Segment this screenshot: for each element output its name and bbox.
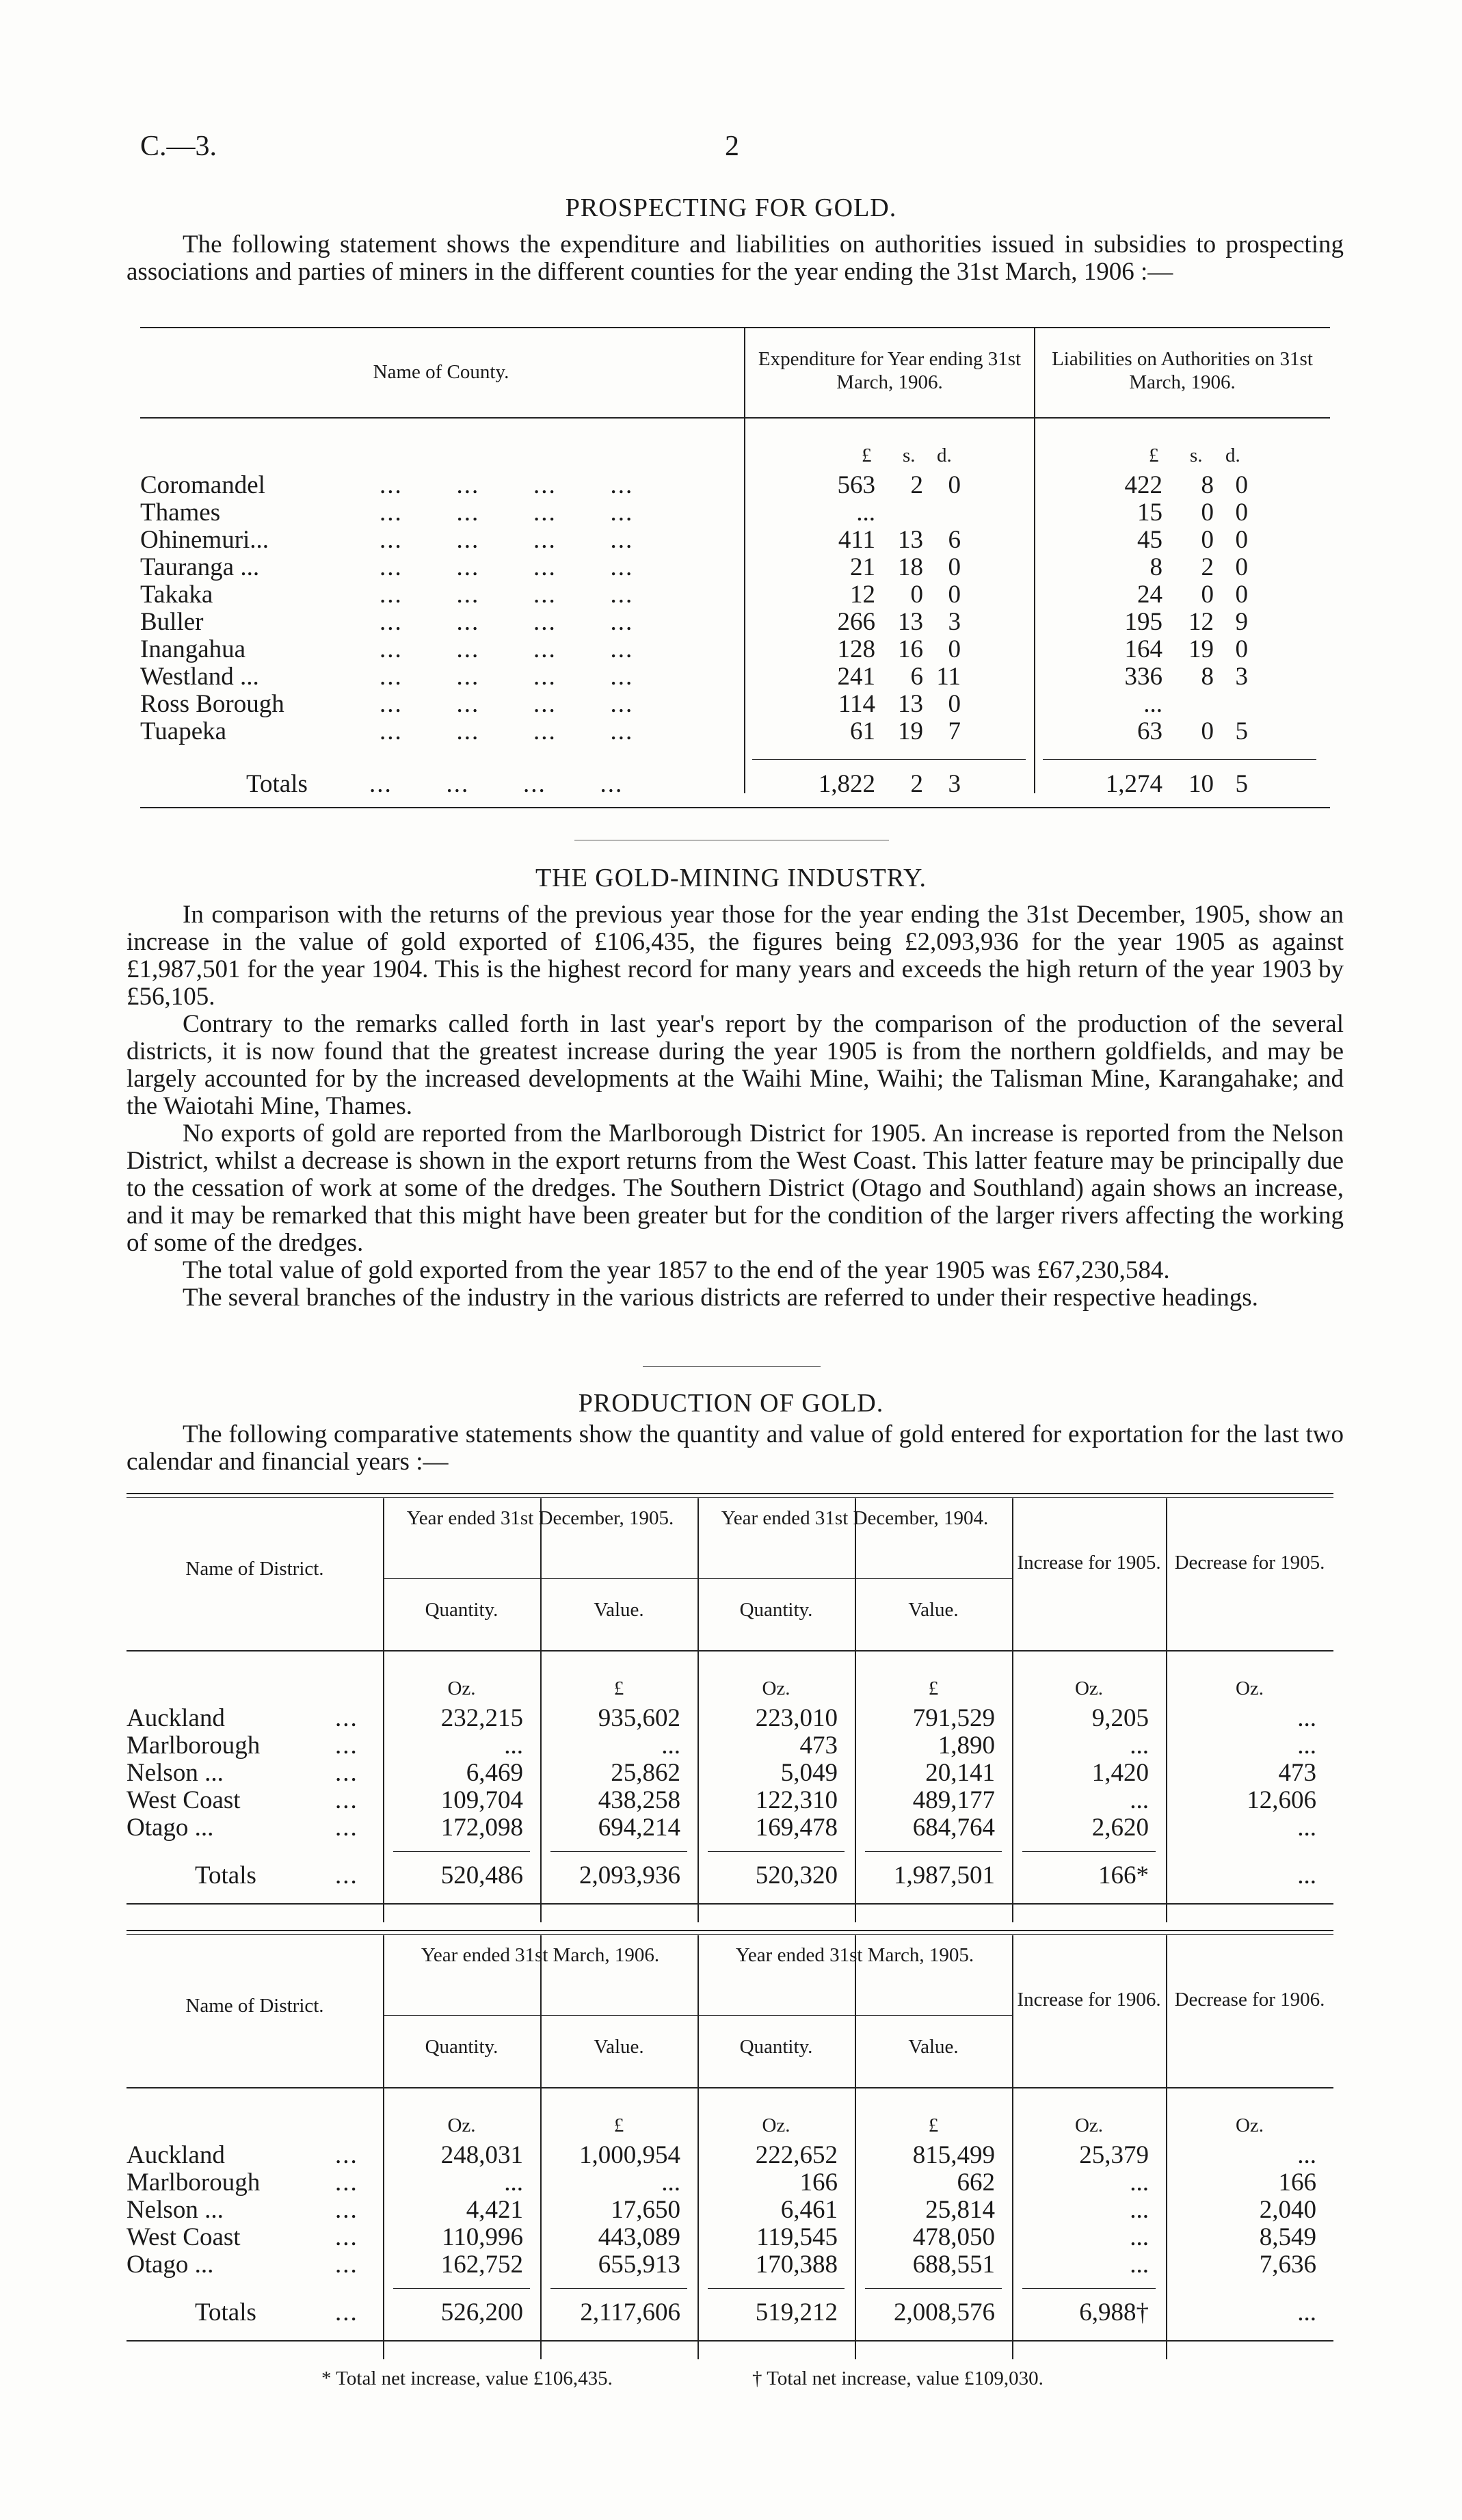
period-b-header: Year ended 31st March, 1905. [735,1944,974,1966]
liab-shillings: 2 [1201,553,1214,581]
page-number: 2 [725,131,739,162]
prospecting-intro [127,231,1344,286]
totals-dec: ... [1297,1861,1316,1889]
table-rule [865,1851,1002,1852]
cell-qb: 223,010 [755,1704,838,1732]
leader-dots: ... ... ... ... [380,635,634,663]
unit-label: £ [928,1677,939,1699]
liab-shillings: 0 [1201,526,1214,554]
leader-dots: ... ... ... ... [369,770,624,798]
liab-pence: 0 [1235,635,1248,663]
exp-shillings: 19 [898,717,923,745]
leader-dots: ... [335,1814,358,1842]
decrease-header: Decrease for 1905. [1174,1552,1325,1574]
district-name: West Coast [127,1786,241,1814]
unit-label: £ [613,2114,624,2136]
quantity-header: Quantity. [425,2036,499,2058]
cell-qb: 170,388 [755,2251,838,2279]
exp-pence: 3 [948,608,961,636]
leader-dots: ... [335,2223,358,2251]
totals-qa: 520,486 [440,1861,523,1889]
liab-pence: 3 [1235,663,1248,691]
exp-shillings: 13 [898,608,923,636]
liab-pence: 0 [1235,526,1248,554]
totals-qb: 520,320 [755,1861,838,1889]
cell-inc: ... [1130,1786,1149,1814]
document-reference: C.—3. [140,131,217,162]
cell-qb: 473 [799,1732,838,1760]
footnote-financial: † Total net increase, value £109,030. [752,2368,1044,2389]
exp-shilling-unit: s. [903,445,916,466]
exp-pounds: 61 [850,717,875,745]
increase-header: Increase for 1906. [1017,1989,1161,2011]
exp-pounds: 563 [837,471,875,499]
cell-inc: ... [1130,2196,1149,2224]
exp-pound-unit: £ [862,445,872,466]
table-rule [708,2288,845,2289]
exp-pounds: 241 [837,663,875,691]
district-name: Nelson ... [127,1759,224,1787]
cell-va: 17,650 [611,2196,680,2224]
leader-dots: ... [335,1704,358,1732]
liab-pence: 0 [1235,581,1248,609]
liab-pounds: 63 [1137,717,1162,745]
cell-vb: 20,141 [925,1759,995,1787]
cell-inc: 9,205 [1091,1704,1149,1732]
totals-va: 2,093,936 [579,1861,680,1889]
cell-qa: 162,752 [440,2251,523,2279]
leader-dots: ... ... ... ... [380,526,634,554]
industry-paragraph: No exports of gold are reported from the Marlborough District for 1905. An increase is reported from the Nelson District, whilst a decrease is shown in the export returns from the West Coast. This latter feature may be principally due to the cessation of work at some of the dredges. The Southern District (Otago and Southland) again shows an increase, and it may be remarked that this might have been greater but for the condition of the larger rivers affecting the working of some of the dredges. [127,1119,1344,1257]
liab-pence: 0 [1235,499,1248,527]
leader-dots: ... ... ... ... [380,717,634,745]
unit-label: £ [613,1677,624,1699]
county-name: Coromandel [140,471,265,499]
totals-vb: 1,987,501 [894,1861,995,1889]
value-header: Value. [908,2036,959,2058]
liab-pound-unit: £ [1149,445,1159,466]
district-name: Auckland [127,1704,225,1732]
county-column-header: Name of County. [373,361,509,383]
cell-qb: 6,461 [780,2196,838,2224]
cell-inc: ... [1130,2168,1149,2197]
table-rule [393,1851,530,1852]
prospecting-totals-label: Totals [246,770,308,798]
leader-dots: ... ... ... ... [380,471,634,499]
county-name: Tuapeka [140,717,227,745]
period-a-header: Year ended 31st December, 1905. [406,1507,674,1529]
unit-label: Oz. [1235,2114,1264,2136]
cell-qa: 232,215 [440,1704,523,1732]
quantity-header: Quantity. [739,1599,813,1621]
prospecting-intro-text: The following statement shows the expenditure and liabilities on authorities issued in subsidies to prospecting associations and parties of miners in the different counties for the year ending the 31st March, 1906 :— [127,230,1344,286]
cell-vb: 489,177 [912,1786,995,1814]
table-rule [127,2340,1333,2342]
table-rule [127,1903,1333,1905]
liab-shillings: 0 [1201,499,1214,527]
cell-qa: 110,996 [442,2223,523,2251]
district-name: Nelson ... [127,2196,224,2224]
liab-shillings: 8 [1201,663,1214,691]
exp-pounds: 12 [850,581,875,609]
leader-dots: ... ... ... ... [380,499,634,527]
leader-dots: ... [335,1786,358,1814]
cell-vb: 791,529 [912,1704,995,1732]
table-rule [393,2288,530,2289]
liab-pounds: 164 [1124,635,1162,663]
liab-shillings: 0 [1201,581,1214,609]
cell-qb: 222,652 [755,2141,838,2169]
cell-vb: 815,499 [912,2141,995,2169]
leader-dots: ... [335,2251,358,2279]
leader-dots: ... ... ... ... [380,663,634,691]
exp-pence: 0 [948,690,961,718]
exp-pence: 0 [948,553,961,581]
unit-label: Oz. [762,2114,790,2136]
exp-shillings: 13 [898,690,923,718]
totals-vb: 2,008,576 [894,2298,995,2326]
decrease-header: Decrease for 1906. [1174,1989,1325,2011]
unit-label: Oz. [447,1677,476,1699]
cell-va: 443,089 [598,2223,680,2251]
cell-dec: ... [1297,1732,1316,1760]
leader-dots: ... [335,1861,358,1889]
district-name: Marlborough [127,1732,261,1760]
district-column-header: Name of District. [185,1995,324,2017]
cell-dec: ... [1297,1704,1316,1732]
liab-pounds: 336 [1124,663,1162,691]
cell-dec: 473 [1278,1759,1316,1787]
liab-pence: 9 [1235,608,1248,636]
county-name: Westland ... [140,663,259,691]
exp-pounds: 114 [838,690,875,718]
liab-shilling-unit: s. [1190,445,1203,466]
industry-title: THE GOLD-MINING INDUSTRY. [535,864,927,892]
cell-qb: 5,049 [780,1759,838,1787]
liab-pounds: 15 [1137,499,1162,527]
exp-pence: 7 [948,717,961,745]
liab-pounds: 8 [1149,553,1162,581]
table-rule [127,1650,1333,1652]
totals-qb: 519,212 [755,2298,838,2326]
cell-inc: 1,420 [1091,1759,1149,1787]
cell-dec: ... [1297,1814,1316,1842]
totals-liab-pounds: 1,274 [1105,770,1162,798]
prospecting-title: PROSPECTING FOR GOLD. [565,194,897,222]
county-name: Tauranga ... [140,553,260,581]
liabilities-column-header: Liabilities on Authorities on 31st March, 1906. [1052,348,1313,393]
cell-qa: 4,421 [466,2196,523,2224]
totals-exp-pounds: 1,822 [818,770,875,798]
table-rule [127,1497,1333,1498]
cell-dec: 12,606 [1247,1786,1316,1814]
cell-vb: 688,551 [912,2251,995,2279]
liab-pounds: 422 [1124,471,1162,499]
leader-dots: ... ... ... ... [380,581,634,609]
quantity-header: Quantity. [739,2036,813,2058]
exp-shillings: 18 [898,553,923,581]
liab-shillings: 8 [1201,471,1214,499]
cell-qa: 6,469 [466,1759,523,1787]
exp-shillings: 6 [910,663,923,691]
leader-dots: ... [335,2196,358,2224]
district-column-header: Name of District. [185,1558,324,1580]
exp-shillings: 16 [898,635,923,663]
table-rule [383,2015,1012,2016]
liab-pence: 0 [1235,553,1248,581]
cell-inc: ... [1130,2223,1149,2251]
leader-dots: ... [335,2298,358,2326]
totals-liab-pence: 5 [1235,770,1248,798]
totals-label: Totals [195,1861,256,1889]
cell-inc: 25,379 [1079,2141,1149,2169]
cell-qa: ... [504,2168,523,2197]
cell-vb: 25,814 [925,2196,995,2224]
totals-va: 2,117,606 [580,2298,680,2326]
totals-qa: 526,200 [440,2298,523,2326]
cell-dec: 2,040 [1259,2196,1316,2224]
table-rule [127,1930,1333,1931]
cell-va: 438,258 [598,1786,680,1814]
liab-pence-unit: d. [1225,445,1240,466]
table-rule [865,2288,1002,2289]
liab-pounds: ... [1143,690,1162,718]
exp-pence: 0 [948,581,961,609]
table-rule [127,1493,1333,1494]
unit-label: Oz. [1074,1677,1104,1699]
county-name: Buller [140,608,204,636]
unit-label: Oz. [1235,1677,1264,1699]
industry-paragraph: The total value of gold exported from the year 1857 to the end of the year 1905 was £67,230,584. [183,1256,1170,1284]
totals-exp-shillings: 2 [910,770,923,798]
exp-pence: 0 [948,635,961,663]
cell-vb: 684,764 [912,1814,995,1842]
exp-shillings: 13 [898,526,923,554]
table-rule [383,1578,1012,1579]
exp-pence: 6 [948,526,961,554]
period-b-header: Year ended 31st December, 1904. [721,1507,989,1529]
leader-dots: ... [335,1759,358,1787]
cell-inc: ... [1130,1732,1149,1760]
table-rule [708,1851,845,1852]
county-name: Thames [140,499,221,527]
cell-va: 655,913 [598,2251,680,2279]
cell-vb: 478,050 [912,2223,995,2251]
cell-qb: 122,310 [755,1786,838,1814]
cell-dec: 166 [1278,2168,1316,2197]
exp-pounds: 411 [838,526,875,554]
cell-dec: 8,549 [1259,2223,1316,2251]
exp-pence-unit: d. [937,445,952,466]
cell-va: ... [661,1732,680,1760]
liab-pounds: 195 [1124,608,1162,636]
production-title: PRODUCTION OF GOLD. [578,1389,884,1418]
cell-qb: 119,545 [756,2223,838,2251]
value-header: Value. [908,1599,959,1621]
totals-dec: ... [1297,2298,1316,2326]
cell-va: 1,000,954 [579,2141,680,2169]
cell-va: 694,214 [598,1814,680,1842]
unit-label: Oz. [1074,2114,1104,2136]
exp-pounds: 21 [850,553,875,581]
exp-pounds: ... [856,499,875,527]
totals-liab-shillings: 10 [1188,770,1214,798]
cell-va: 935,602 [598,1704,680,1732]
cell-va: 25,862 [611,1759,680,1787]
table-rule [550,2288,687,2289]
county-name: Ross Borough [140,690,284,718]
value-header: Value. [594,1599,644,1621]
totals-inc: 166* [1098,1861,1149,1889]
exp-pounds: 128 [837,635,875,663]
cell-vb: 1,890 [938,1732,995,1760]
county-name: Takaka [140,581,213,609]
leader-dots: ... [335,1732,358,1760]
section-divider [643,1366,821,1367]
table-rule [127,2087,1333,2088]
liab-pence: 0 [1235,471,1248,499]
period-a-header: Year ended 31st March, 1906. [421,1944,660,1966]
liab-shillings: 0 [1201,717,1214,745]
exp-shillings: 2 [910,471,923,499]
table-rule [1022,1851,1156,1852]
exp-shillings: 0 [910,581,923,609]
unit-label: Oz. [447,2114,476,2136]
leader-dots: ... ... ... ... [380,553,634,581]
leader-dots: ... [335,2141,358,2169]
cell-qa: 248,031 [440,2141,523,2169]
production-intro-text: The following comparative statements show the quantity and value of gold entered for exportation for the last two calendar and financial years :— [127,1420,1344,1476]
totals-exp-pence: 3 [948,770,961,798]
liab-pence: 5 [1235,717,1248,745]
industry-paragraph: Contrary to the remarks called forth in last year's report by the comparison of the production of the several districts, it is now found that the greatest increase during the year 1905 is from the northern goldfields, and may be largely accounted for by the increased developments at the Waihi Mine, Waihi; the Talisman Mine, Karangahake; and the Waiotahi Mine, Thames. [127,1010,1344,1120]
leader-dots: ... ... ... ... [380,608,634,636]
liab-shillings: 12 [1188,608,1214,636]
leader-dots: ... ... ... ... [380,690,634,718]
increase-header: Increase for 1905. [1017,1552,1161,1574]
cell-qa: 172,098 [440,1814,523,1842]
cell-dec: ... [1297,2141,1316,2169]
footnote-calendar: * Total net increase, value £106,435. [321,2368,613,2389]
district-name: Marlborough [127,2168,261,2197]
table-rule [1022,2288,1156,2289]
totals-inc: 6,988† [1079,2298,1149,2326]
unit-label: £ [928,2114,939,2136]
liab-pounds: 24 [1137,581,1162,609]
exp-pence: 0 [948,471,961,499]
district-name: West Coast [127,2223,241,2251]
county-name: Ohinemuri... [140,526,269,554]
exp-pounds: 266 [837,608,875,636]
liab-shillings: 19 [1188,635,1214,663]
cell-qa: ... [504,1732,523,1760]
industry-text [127,901,1344,1312]
totals-label: Totals [195,2298,256,2326]
cell-inc: 2,620 [1091,1814,1149,1842]
county-name: Inangahua [140,635,246,663]
table-rule [550,1851,687,1852]
leader-dots: ... [335,2168,358,2197]
liab-pounds: 45 [1137,526,1162,554]
exp-pence: 11 [936,663,961,691]
production-intro [127,1421,1344,1476]
cell-va: ... [661,2168,680,2197]
cell-qa: 109,704 [440,1786,523,1814]
industry-paragraph: The several branches of the industry in the various districts are referred to under their respective headings. [183,1284,1258,1312]
unit-label: Oz. [762,1677,790,1699]
cell-qb: 166 [799,2168,838,2197]
industry-paragraph: In comparison with the returns of the previous year those for the year ending the 31st December, 1905, show an increase in the value of gold exported of £106,435, the figures being £2,093,936 for the year 1905 as against £1,987,501 for the year 1904. This is the highest record for many years and exceeds the high return of the year 1903 by £56,105. [127,901,1344,1011]
district-name: Auckland [127,2141,225,2169]
district-name: Otago ... [127,2251,214,2279]
expenditure-column-header: Expenditure for Year ending 31st March, 1906. [758,348,1022,393]
quantity-header: Quantity. [425,1599,499,1621]
value-header: Value. [594,2036,644,2058]
cell-vb: 662 [957,2168,995,2197]
cell-dec: 7,636 [1259,2251,1316,2279]
table-rule [127,1934,1333,1935]
district-name: Otago ... [127,1814,214,1842]
cell-qb: 169,478 [755,1814,838,1842]
cell-inc: ... [1130,2251,1149,2279]
